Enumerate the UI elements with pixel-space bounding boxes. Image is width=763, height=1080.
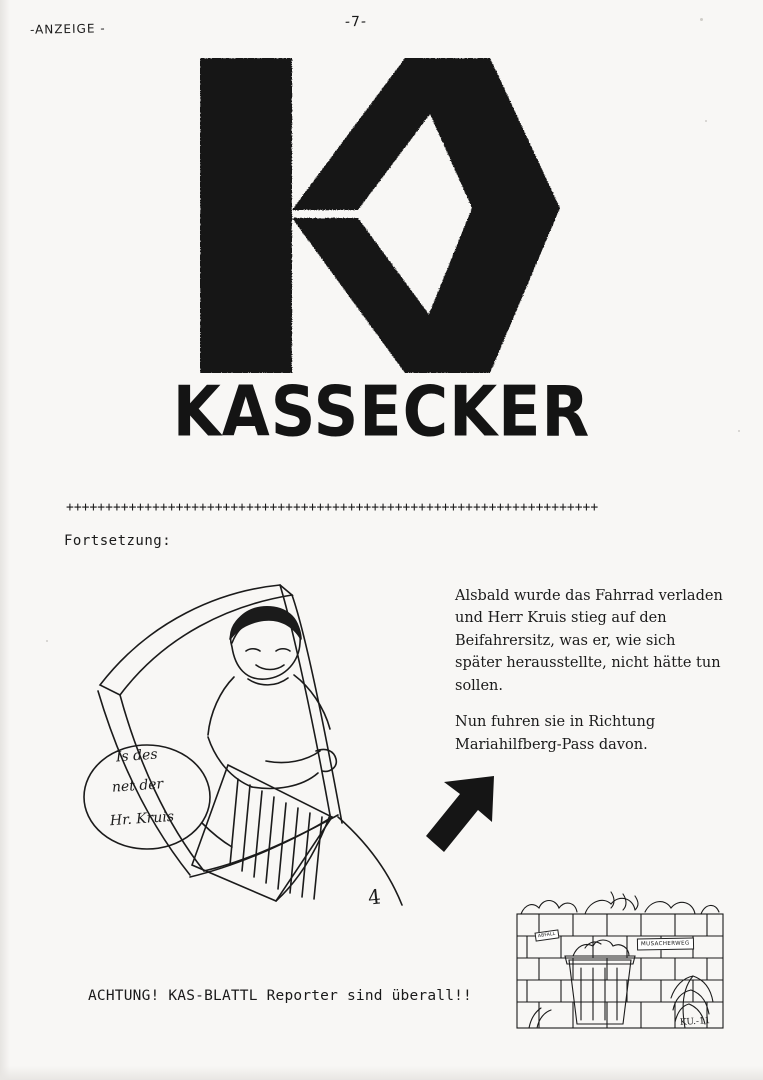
speech-line-3: Hr. Kruis <box>109 808 175 830</box>
scan-speck <box>738 430 740 432</box>
plus-separator: ++++++++++++++++++++++++++++++++++++++++++++++++++++++++++++++++++++ <box>66 500 599 515</box>
bin-sign-label: MUSACHERWEG <box>637 938 694 951</box>
scan-speck <box>700 18 703 21</box>
figure-number: 4 <box>366 884 382 910</box>
speech-line-2: net der <box>111 776 164 796</box>
page-number: -7- <box>344 13 368 31</box>
story-paragraph-1: Alsbald wurde das Fahrrad verladen und Herr Kruis stieg auf den Beifahrersitz, was er, wie sich später herausstellte, nicht hätte tun sollen. <box>455 588 723 694</box>
trash-bin-drawing <box>515 890 725 1035</box>
k-chevron-logo-icon <box>200 58 560 373</box>
artist-initials: KU.-11 <box>679 1015 711 1029</box>
scan-speck <box>46 640 48 642</box>
kassecker-wordmark: KASSECKER <box>172 370 591 453</box>
footer-note: ACHTUNG! KAS-BLATTL Reporter sind überall!! <box>88 988 472 1004</box>
kassecker-logo <box>0 50 763 453</box>
story-text <box>455 585 723 770</box>
bin-small-label: ABFALL <box>534 929 559 941</box>
continuation-label: Fortsetzung: <box>64 533 172 549</box>
arrow-icon <box>418 770 508 860</box>
scan-edge-bottom <box>0 1066 763 1080</box>
speech-line-1: Is des <box>115 746 159 766</box>
scan-speck <box>705 120 707 122</box>
story-paragraph-2: Nun fuhren sie in Richtung Mariahilfberg-Pass davon. <box>455 714 656 753</box>
anzeige-annotation: -ANZEIGE - <box>29 21 106 37</box>
